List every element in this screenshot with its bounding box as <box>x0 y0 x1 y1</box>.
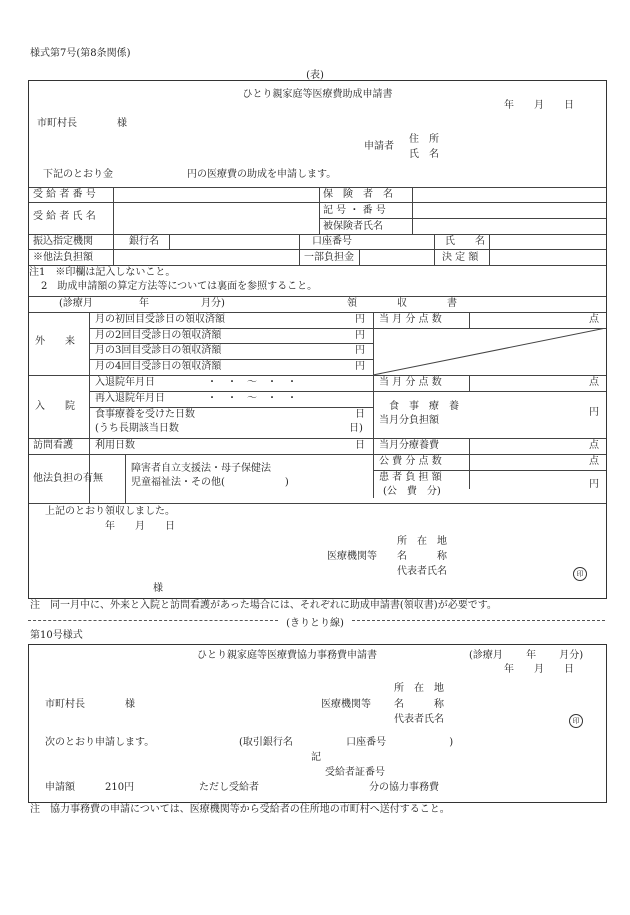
point-unit: 点 <box>589 440 599 451</box>
law-option-a[interactable]: 障害者自立支援法・母子保健法 <box>131 463 271 474</box>
office-fee-form-frame <box>28 644 607 803</box>
yen-unit: 円 <box>355 361 365 372</box>
public-points-label: 公 費 分 点 数 <box>379 456 442 467</box>
partial-burden-label: 一部負担金 <box>304 252 354 263</box>
month-burden-label: 当月分負担額 <box>379 415 439 426</box>
receipt-month-open: (診療月 <box>59 298 93 309</box>
form10-title: ひとり親家庭等医療費協力事務費申請書 <box>197 650 377 661</box>
other-law-label: 他法負担の有無 <box>33 473 103 484</box>
insured-name-label: 被保険者氏名 <box>323 221 383 232</box>
form10-amount-label: 申請額 <box>45 782 75 793</box>
institution-location-label: 所 在 地 <box>397 536 447 547</box>
recipient-name-label: 受 給 者 氏 名 <box>33 211 96 222</box>
day-unit-close: 日) <box>349 423 363 434</box>
institution-label: 医療機関等 <box>327 551 377 562</box>
yen-unit: 円 <box>355 330 365 341</box>
readmission-date-field[interactable]: ・ ・ 〜 ・ ・ <box>207 393 297 404</box>
applicant-address-label: 住 所 <box>409 134 439 145</box>
form10-period[interactable]: (診療月 年 月分) <box>469 650 584 661</box>
receipt-month[interactable]: 月分) <box>201 298 225 309</box>
form10-fee-label: 分の協力事務費 <box>369 782 439 793</box>
month-points-label: 当 月 分 点 数 <box>379 314 442 325</box>
institution-name-label: 名 称 <box>397 551 447 562</box>
insurer-name-label: 保 険 者 名 <box>323 189 393 200</box>
law-option-b[interactable]: 児童福祉法・その他( ) <box>131 477 289 488</box>
readmission-date-label: 再入退院年月日 <box>95 393 165 404</box>
request-amount-label: 下記のとおり金 <box>43 169 113 180</box>
form10-ki: 記 <box>311 752 321 763</box>
front-side-label: (表) <box>306 70 324 81</box>
cut-line-right <box>352 620 605 621</box>
day-unit: 日 <box>355 409 365 420</box>
patient-burden-label: 患 者 負 担 額 <box>379 472 442 483</box>
month-points-label: 当 月 分 点 数 <box>379 377 442 388</box>
applicant-label: 申請者 <box>364 141 394 152</box>
form10-footnote: 注 協力事務費の申請については、医療機関等から受給者の住所地の市町村へ送付すること。 <box>30 804 450 815</box>
meal-days-label: 食事療養を受けた日数 <box>95 409 195 420</box>
receipt-addressee: 様 <box>153 583 163 594</box>
receipt-year[interactable]: 年 <box>139 298 149 309</box>
receipt-heading: 領 収 書 <box>347 298 457 309</box>
point-unit: 点 <box>589 456 599 467</box>
form10-addressee: 市町村長 様 <box>45 699 135 710</box>
form10-request: 次のとおり申請します。 <box>45 737 155 748</box>
admission-date-field[interactable]: ・ ・ 〜 ・ ・ <box>207 377 297 388</box>
form10-name-label: 名 称 <box>394 699 444 710</box>
application-form-frame <box>28 80 607 599</box>
form10-bank-fields[interactable]: (取引銀行名 口座番号 ) <box>239 737 454 748</box>
bank-designated-label: 振込指定機関 <box>33 236 93 247</box>
received-statement: 上記のとおり領収しました。 <box>45 506 175 517</box>
symbol-number-label: 記 号 ・ 番 号 <box>323 205 386 216</box>
meal-care-label: 食 事 療 養 <box>389 401 459 412</box>
form-title: ひとり親家庭等医療費助成申請書 <box>242 89 393 100</box>
request-text: 円の医療費の助成を申請します。 <box>187 169 337 180</box>
note-1: 注1 ※印欄は記入しないこと。 <box>29 267 176 278</box>
yen-unit: 円 <box>355 345 365 356</box>
seal-icon: 印 <box>573 567 587 581</box>
form7-footnote: 注 同一月中に、外来と入院と訪問看護があった場合には、それぞれに助成申請書(領収書)が必要です。 <box>30 600 497 611</box>
seal-icon: 印 <box>569 714 583 728</box>
application-date[interactable]: 年 月 日 <box>504 100 574 111</box>
month-nursing-fee-label: 当月分療養費 <box>379 440 439 451</box>
op-visit-4: 月の4回目受診日の領収済額 <box>95 361 222 372</box>
form10-location-label: 所 在 地 <box>394 683 444 694</box>
yen-unit: 円 <box>589 479 599 490</box>
form10-representative-label: 代表者氏名 <box>394 714 444 725</box>
inpatient-label: 入 院 <box>35 401 75 412</box>
form-number: 様式第7号(第8条関係) <box>30 48 131 59</box>
point-unit: 点 <box>589 314 599 325</box>
account-holder-label: 氏 名 <box>445 236 485 247</box>
op-visit-1: 月の初回目受診日の領収済額 <box>95 314 225 325</box>
day-unit: 日 <box>355 440 365 451</box>
yen-unit: 円 <box>589 407 599 418</box>
addressee-mayor: 市町村長 様 <box>37 118 127 129</box>
form10-institution-label: 医療機関等 <box>321 699 371 710</box>
form10-amount: 210円 <box>105 782 135 793</box>
note-2: 2 助成申請額の算定方法等については裏面を参照すること。 <box>41 281 318 292</box>
public-share-label: (公 費 分) <box>383 486 441 497</box>
form10-date[interactable]: 年 月 日 <box>504 664 574 675</box>
long-term-days-label: (うち長期該当日数 <box>95 423 179 434</box>
other-law-burden-label: ※他法負担額 <box>33 252 93 263</box>
form10-proviso: ただし受給者 <box>199 782 259 793</box>
decided-amount-label: 決 定 額 <box>442 252 479 263</box>
home-nursing-label: 訪問看護 <box>33 440 73 451</box>
recipient-number-label: 受 給 者 番 号 <box>33 189 96 200</box>
representative-name-label: 代表者氏名 <box>397 566 447 577</box>
yen-unit: 円 <box>355 314 365 325</box>
outpatient-label: 外 来 <box>35 336 75 347</box>
cut-line-label: (きりとり線) <box>286 618 344 629</box>
usage-days-label: 利用日数 <box>95 440 135 451</box>
account-number-label: 口座番号 <box>312 236 352 247</box>
op-visit-2: 月の2回目受診日の領収済額 <box>95 330 222 341</box>
outpatient-diagonal <box>373 328 606 375</box>
point-unit: 点 <box>589 377 599 388</box>
receipt-date[interactable]: 年 月 日 <box>105 521 175 532</box>
bank-name-label: 銀行名 <box>129 236 159 247</box>
op-visit-3: 月の3回目受診日の領収済額 <box>95 345 222 356</box>
form10-cert-number-label: 受給者証番号 <box>325 767 385 778</box>
admission-date-label: 入退院年月日 <box>95 377 155 388</box>
applicant-name-label: 氏 名 <box>409 149 439 160</box>
form10-number: 第10号様式 <box>30 630 83 641</box>
